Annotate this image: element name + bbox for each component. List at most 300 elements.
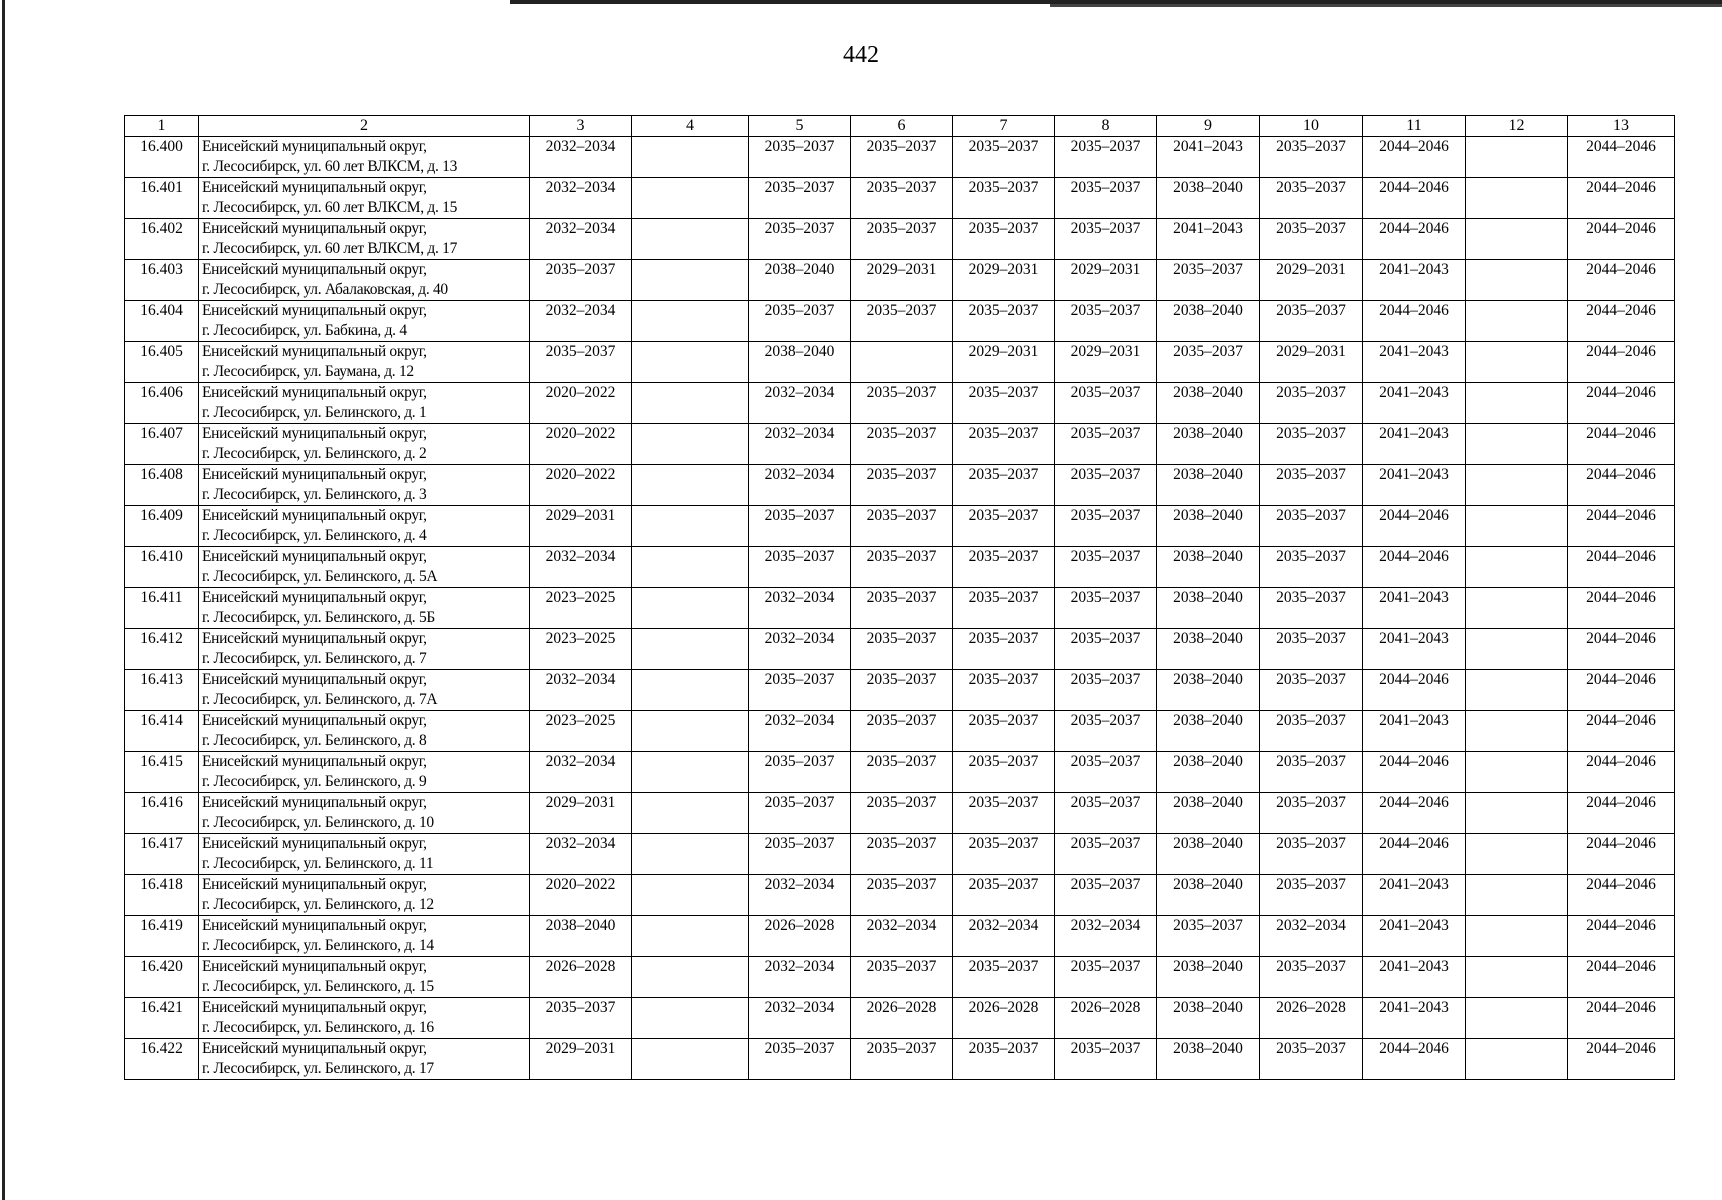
period-cell-c13: 2044–2046 <box>1568 588 1675 629</box>
period-cell-c8: 2035–2037 <box>1055 506 1157 547</box>
period-cell-c3: 2038–2040 <box>530 916 632 957</box>
table-row <box>125 793 1675 834</box>
address-street: г. Лесосибирск, ул. Белинского, д. 15 <box>202 978 434 995</box>
period-cell-c12 <box>1466 301 1568 342</box>
period-cell-c11: 2041–2043 <box>1363 465 1466 506</box>
period-cell-c3: 2035–2037 <box>530 998 632 1039</box>
period-cell-c5: 2035–2037 <box>749 834 851 875</box>
address-cell <box>199 219 530 260</box>
period-cell-c10: 2035–2037 <box>1260 752 1363 793</box>
period-cell-c7: 2035–2037 <box>953 752 1055 793</box>
period-cell-c6: 2035–2037 <box>851 752 953 793</box>
schedule-table <box>124 115 1675 1080</box>
table-row <box>125 670 1675 711</box>
table-row <box>125 834 1675 875</box>
period-cell-c7: 2035–2037 <box>953 957 1055 998</box>
period-cell-c3: 2032–2034 <box>530 137 632 178</box>
period-cell-c4 <box>632 301 749 342</box>
period-cell-c8: 2035–2037 <box>1055 547 1157 588</box>
period-cell-c13: 2044–2046 <box>1568 752 1675 793</box>
row-number: 16.403 <box>125 260 199 301</box>
period-cell-c6: 2029–2031 <box>851 260 953 301</box>
address-district: Енисейский муниципальный округ, <box>202 712 427 729</box>
period-cell-c10: 2035–2037 <box>1260 711 1363 752</box>
address-district: Енисейский муниципальный округ, <box>202 425 427 442</box>
period-cell-c6: 2035–2037 <box>851 301 953 342</box>
period-cell-c11: 2044–2046 <box>1363 793 1466 834</box>
period-cell-c9: 2038–2040 <box>1157 998 1260 1039</box>
period-cell-c9: 2041–2043 <box>1157 137 1260 178</box>
table-row <box>125 465 1675 506</box>
address-street: г. Лесосибирск, ул. Белинского, д. 7А <box>202 691 438 708</box>
table-row <box>125 506 1675 547</box>
period-cell-c3: 2026–2028 <box>530 957 632 998</box>
address-street: г. Лесосибирск, ул. Белинского, д. 1 <box>202 404 427 421</box>
period-cell-c5: 2032–2034 <box>749 424 851 465</box>
address-cell <box>199 793 530 834</box>
period-cell-c9: 2038–2040 <box>1157 670 1260 711</box>
table-row <box>125 588 1675 629</box>
page-number: 442 <box>843 42 879 68</box>
period-cell-c9: 2038–2040 <box>1157 793 1260 834</box>
period-cell-c8: 2035–2037 <box>1055 793 1157 834</box>
period-cell-c4 <box>632 383 749 424</box>
period-cell-c13: 2044–2046 <box>1568 916 1675 957</box>
address-cell <box>199 834 530 875</box>
period-cell-c3: 2020–2022 <box>530 383 632 424</box>
address-district: Енисейский муниципальный округ, <box>202 507 427 524</box>
address-cell <box>199 998 530 1039</box>
period-cell-c9: 2038–2040 <box>1157 1039 1260 1080</box>
period-cell-c3: 2032–2034 <box>530 834 632 875</box>
period-cell-c10: 2026–2028 <box>1260 998 1363 1039</box>
period-cell-c12 <box>1466 178 1568 219</box>
address-cell <box>199 670 530 711</box>
address-district: Енисейский муниципальный округ, <box>202 630 427 647</box>
period-cell-c12 <box>1466 137 1568 178</box>
period-cell-c7: 2035–2037 <box>953 834 1055 875</box>
period-cell-c5: 2035–2037 <box>749 219 851 260</box>
period-cell-c6: 2035–2037 <box>851 834 953 875</box>
period-cell-c10: 2035–2037 <box>1260 383 1363 424</box>
address-district: Енисейский муниципальный округ, <box>202 835 427 852</box>
period-cell-c10: 2035–2037 <box>1260 424 1363 465</box>
period-cell-c9: 2038–2040 <box>1157 752 1260 793</box>
column-header-10: 10 <box>1260 116 1363 137</box>
period-cell-c8: 2035–2037 <box>1055 670 1157 711</box>
period-cell-c11: 2041–2043 <box>1363 916 1466 957</box>
period-cell-c10: 2035–2037 <box>1260 834 1363 875</box>
column-header-13: 13 <box>1568 116 1675 137</box>
period-cell-c3: 2032–2034 <box>530 301 632 342</box>
address-street: г. Лесосибирск, ул. Белинского, д. 11 <box>202 855 434 872</box>
period-cell-c7: 2035–2037 <box>953 793 1055 834</box>
period-cell-c7: 2035–2037 <box>953 547 1055 588</box>
address-street: г. Лесосибирск, ул. Белинского, д. 3 <box>202 486 427 503</box>
address-district: Енисейский муниципальный округ, <box>202 138 427 155</box>
period-cell-c11: 2041–2043 <box>1363 424 1466 465</box>
period-cell-c12 <box>1466 424 1568 465</box>
period-cell-c10: 2035–2037 <box>1260 506 1363 547</box>
period-cell-c9: 2038–2040 <box>1157 178 1260 219</box>
period-cell-c11: 2044–2046 <box>1363 178 1466 219</box>
period-cell-c9: 2038–2040 <box>1157 383 1260 424</box>
period-cell-c3: 2032–2034 <box>530 752 632 793</box>
period-cell-c13: 2044–2046 <box>1568 219 1675 260</box>
table-row <box>125 957 1675 998</box>
period-cell-c10: 2035–2037 <box>1260 588 1363 629</box>
address-district: Енисейский муниципальный округ, <box>202 220 427 237</box>
address-district: Енисейский муниципальный округ, <box>202 343 427 360</box>
period-cell-c11: 2041–2043 <box>1363 957 1466 998</box>
period-cell-c7: 2029–2031 <box>953 260 1055 301</box>
address-cell <box>199 1039 530 1080</box>
period-cell-c7: 2035–2037 <box>953 588 1055 629</box>
period-cell-c5: 2035–2037 <box>749 1039 851 1080</box>
period-cell-c7: 2035–2037 <box>953 219 1055 260</box>
period-cell-c9: 2035–2037 <box>1157 342 1260 383</box>
period-cell-c5: 2035–2037 <box>749 793 851 834</box>
address-street: г. Лесосибирск, ул. 60 лет ВЛКСМ, д. 17 <box>202 240 458 257</box>
address-street: г. Лесосибирск, ул. Белинского, д. 8 <box>202 732 427 749</box>
row-number: 16.414 <box>125 711 199 752</box>
address-district: Енисейский муниципальный округ, <box>202 917 427 934</box>
period-cell-c10: 2035–2037 <box>1260 465 1363 506</box>
address-district: Енисейский муниципальный округ, <box>202 999 427 1016</box>
address-cell <box>199 260 530 301</box>
period-cell-c4 <box>632 219 749 260</box>
period-cell-c11: 2041–2043 <box>1363 711 1466 752</box>
address-street: г. Лесосибирск, ул. Белинского, д. 10 <box>202 814 434 831</box>
address-street: г. Лесосибирск, ул. 60 лет ВЛКСМ, д. 15 <box>202 199 458 216</box>
period-cell-c5: 2032–2034 <box>749 711 851 752</box>
column-header-1: 1 <box>125 116 199 137</box>
address-cell <box>199 547 530 588</box>
period-cell-c4 <box>632 916 749 957</box>
column-header-12: 12 <box>1466 116 1568 137</box>
period-cell-c9: 2038–2040 <box>1157 711 1260 752</box>
column-header-9: 9 <box>1157 116 1260 137</box>
period-cell-c6: 2035–2037 <box>851 793 953 834</box>
address-cell <box>199 178 530 219</box>
period-cell-c7: 2035–2037 <box>953 301 1055 342</box>
period-cell-c3: 2023–2025 <box>530 629 632 670</box>
period-cell-c9: 2041–2043 <box>1157 219 1260 260</box>
period-cell-c5: 2032–2034 <box>749 629 851 670</box>
period-cell-c12 <box>1466 547 1568 588</box>
period-cell-c12 <box>1466 383 1568 424</box>
row-number: 16.409 <box>125 506 199 547</box>
period-cell-c13: 2044–2046 <box>1568 465 1675 506</box>
period-cell-c6: 2035–2037 <box>851 137 953 178</box>
period-cell-c3: 2029–2031 <box>530 793 632 834</box>
period-cell-c12 <box>1466 260 1568 301</box>
table-row <box>125 383 1675 424</box>
period-cell-c8: 2035–2037 <box>1055 424 1157 465</box>
period-cell-c9: 2038–2040 <box>1157 301 1260 342</box>
period-cell-c13: 2044–2046 <box>1568 260 1675 301</box>
period-cell-c11: 2044–2046 <box>1363 301 1466 342</box>
period-cell-c7: 2035–2037 <box>953 629 1055 670</box>
address-street: г. Лесосибирск, ул. Баумана, д. 12 <box>202 363 414 380</box>
address-district: Енисейский муниципальный округ, <box>202 384 427 401</box>
address-street: г. Лесосибирск, ул. Белинского, д. 2 <box>202 445 427 462</box>
period-cell-c10: 2035–2037 <box>1260 1039 1363 1080</box>
period-cell-c7: 2035–2037 <box>953 178 1055 219</box>
address-district: Енисейский муниципальный округ, <box>202 466 427 483</box>
period-cell-c6: 2035–2037 <box>851 711 953 752</box>
scan-edge-left <box>2 0 5 1200</box>
period-cell-c3: 2023–2025 <box>530 711 632 752</box>
period-cell-c10: 2035–2037 <box>1260 793 1363 834</box>
period-cell-c5: 2035–2037 <box>749 301 851 342</box>
row-number: 16.421 <box>125 998 199 1039</box>
row-number: 16.400 <box>125 137 199 178</box>
period-cell-c10: 2029–2031 <box>1260 260 1363 301</box>
period-cell-c10: 2035–2037 <box>1260 547 1363 588</box>
address-cell <box>199 301 530 342</box>
table-row <box>125 998 1675 1039</box>
address-cell <box>199 752 530 793</box>
address-district: Енисейский муниципальный округ, <box>202 548 427 565</box>
row-number: 16.412 <box>125 629 199 670</box>
period-cell-c8: 2035–2037 <box>1055 178 1157 219</box>
period-cell-c5: 2032–2034 <box>749 875 851 916</box>
table-row <box>125 916 1675 957</box>
period-cell-c3: 2032–2034 <box>530 670 632 711</box>
period-cell-c8: 2035–2037 <box>1055 834 1157 875</box>
row-number: 16.422 <box>125 1039 199 1080</box>
period-cell-c11: 2044–2046 <box>1363 547 1466 588</box>
period-cell-c6: 2035–2037 <box>851 629 953 670</box>
row-number: 16.413 <box>125 670 199 711</box>
period-cell-c13: 2044–2046 <box>1568 178 1675 219</box>
period-cell-c3: 2020–2022 <box>530 424 632 465</box>
period-cell-c8: 2035–2037 <box>1055 875 1157 916</box>
period-cell-c6: 2035–2037 <box>851 875 953 916</box>
address-cell <box>199 916 530 957</box>
period-cell-c10: 2035–2037 <box>1260 137 1363 178</box>
table-row <box>125 711 1675 752</box>
period-cell-c6: 2035–2037 <box>851 465 953 506</box>
row-number: 16.404 <box>125 301 199 342</box>
period-cell-c13: 2044–2046 <box>1568 998 1675 1039</box>
period-cell-c10: 2035–2037 <box>1260 219 1363 260</box>
period-cell-c7: 2035–2037 <box>953 465 1055 506</box>
address-street: г. Лесосибирск, ул. Бабкина, д. 4 <box>202 322 407 339</box>
period-cell-c5: 2035–2037 <box>749 547 851 588</box>
row-number: 16.417 <box>125 834 199 875</box>
period-cell-c12 <box>1466 588 1568 629</box>
period-cell-c7: 2035–2037 <box>953 383 1055 424</box>
period-cell-c8: 2029–2031 <box>1055 260 1157 301</box>
table-row <box>125 1039 1675 1080</box>
period-cell-c8: 2035–2037 <box>1055 301 1157 342</box>
period-cell-c13: 2044–2046 <box>1568 383 1675 424</box>
period-cell-c10: 2035–2037 <box>1260 875 1363 916</box>
column-header-11: 11 <box>1363 116 1466 137</box>
period-cell-c5: 2038–2040 <box>749 342 851 383</box>
period-cell-c7: 2035–2037 <box>953 670 1055 711</box>
period-cell-c7: 2035–2037 <box>953 1039 1055 1080</box>
period-cell-c5: 2032–2034 <box>749 957 851 998</box>
address-cell <box>199 424 530 465</box>
period-cell-c5: 2035–2037 <box>749 752 851 793</box>
period-cell-c12 <box>1466 629 1568 670</box>
period-cell-c6: 2032–2034 <box>851 916 953 957</box>
period-cell-c9: 2038–2040 <box>1157 465 1260 506</box>
row-number: 16.410 <box>125 547 199 588</box>
period-cell-c13: 2044–2046 <box>1568 875 1675 916</box>
address-district: Енисейский муниципальный округ, <box>202 179 427 196</box>
period-cell-c10: 2035–2037 <box>1260 670 1363 711</box>
period-cell-c8: 2035–2037 <box>1055 629 1157 670</box>
period-cell-c9: 2038–2040 <box>1157 834 1260 875</box>
period-cell-c5: 2026–2028 <box>749 916 851 957</box>
period-cell-c10: 2035–2037 <box>1260 178 1363 219</box>
period-cell-c11: 2041–2043 <box>1363 342 1466 383</box>
address-street: г. Лесосибирск, ул. Белинского, д. 12 <box>202 896 434 913</box>
column-header-7: 7 <box>953 116 1055 137</box>
address-district: Енисейский муниципальный округ, <box>202 302 427 319</box>
period-cell-c4 <box>632 998 749 1039</box>
table-row <box>125 547 1675 588</box>
period-cell-c5: 2035–2037 <box>749 178 851 219</box>
period-cell-c4 <box>632 793 749 834</box>
period-cell-c3: 2020–2022 <box>530 875 632 916</box>
address-district: Енисейский муниципальный округ, <box>202 589 427 606</box>
address-street: г. Лесосибирск, ул. Абалаковская, д. 40 <box>202 281 448 298</box>
period-cell-c3: 2029–2031 <box>530 1039 632 1080</box>
period-cell-c13: 2044–2046 <box>1568 793 1675 834</box>
column-header-5: 5 <box>749 116 851 137</box>
period-cell-c9: 2038–2040 <box>1157 588 1260 629</box>
period-cell-c7: 2026–2028 <box>953 998 1055 1039</box>
period-cell-c4 <box>632 260 749 301</box>
period-cell-c10: 2032–2034 <box>1260 916 1363 957</box>
period-cell-c11: 2044–2046 <box>1363 670 1466 711</box>
table-row <box>125 137 1675 178</box>
period-cell-c6: 2035–2037 <box>851 506 953 547</box>
column-header-3: 3 <box>530 116 632 137</box>
address-district: Енисейский муниципальный округ, <box>202 794 427 811</box>
period-cell-c12 <box>1466 711 1568 752</box>
period-cell-c12 <box>1466 670 1568 711</box>
period-cell-c9: 2038–2040 <box>1157 424 1260 465</box>
period-cell-c3: 2035–2037 <box>530 260 632 301</box>
period-cell-c6: 2035–2037 <box>851 670 953 711</box>
scan-edge-top-secondary <box>1050 4 1722 7</box>
period-cell-c4 <box>632 752 749 793</box>
period-cell-c3: 2032–2034 <box>530 178 632 219</box>
period-cell-c13: 2044–2046 <box>1568 301 1675 342</box>
column-header-6: 6 <box>851 116 953 137</box>
column-header-8: 8 <box>1055 116 1157 137</box>
table-row <box>125 752 1675 793</box>
column-header-2: 2 <box>199 116 530 137</box>
address-street: г. Лесосибирск, ул. Белинского, д. 5Б <box>202 609 436 626</box>
period-cell-c4 <box>632 506 749 547</box>
period-cell-c11: 2044–2046 <box>1363 1039 1466 1080</box>
period-cell-c4 <box>632 834 749 875</box>
address-district: Енисейский муниципальный округ, <box>202 671 427 688</box>
period-cell-c4 <box>632 629 749 670</box>
period-cell-c12 <box>1466 998 1568 1039</box>
row-number: 16.406 <box>125 383 199 424</box>
address-district: Енисейский муниципальный округ, <box>202 1040 427 1057</box>
period-cell-c12 <box>1466 465 1568 506</box>
period-cell-c5: 2032–2034 <box>749 998 851 1039</box>
period-cell-c8: 2035–2037 <box>1055 957 1157 998</box>
period-cell-c6: 2035–2037 <box>851 547 953 588</box>
period-cell-c12 <box>1466 834 1568 875</box>
period-cell-c6: 2035–2037 <box>851 383 953 424</box>
row-number: 16.402 <box>125 219 199 260</box>
table-row <box>125 424 1675 465</box>
address-cell <box>199 588 530 629</box>
address-district: Енисейский муниципальный округ, <box>202 876 427 893</box>
period-cell-c7: 2035–2037 <box>953 711 1055 752</box>
period-cell-c11: 2044–2046 <box>1363 219 1466 260</box>
period-cell-c11: 2044–2046 <box>1363 137 1466 178</box>
period-cell-c11: 2041–2043 <box>1363 260 1466 301</box>
address-cell <box>199 137 530 178</box>
period-cell-c6: 2035–2037 <box>851 1039 953 1080</box>
period-cell-c6 <box>851 342 953 383</box>
period-cell-c13: 2044–2046 <box>1568 670 1675 711</box>
address-street: г. Лесосибирск, ул. Белинского, д. 17 <box>202 1060 434 1077</box>
row-number: 16.419 <box>125 916 199 957</box>
period-cell-c13: 2044–2046 <box>1568 711 1675 752</box>
address-street: г. Лесосибирск, ул. 60 лет ВЛКСМ, д. 13 <box>202 158 458 175</box>
period-cell-c7: 2035–2037 <box>953 506 1055 547</box>
period-cell-c13: 2044–2046 <box>1568 547 1675 588</box>
address-district: Енисейский муниципальный округ, <box>202 753 427 770</box>
period-cell-c4 <box>632 670 749 711</box>
period-cell-c12 <box>1466 916 1568 957</box>
period-cell-c12 <box>1466 875 1568 916</box>
table-row <box>125 178 1675 219</box>
period-cell-c5: 2035–2037 <box>749 137 851 178</box>
period-cell-c3: 2032–2034 <box>530 547 632 588</box>
period-cell-c9: 2035–2037 <box>1157 916 1260 957</box>
period-cell-c7: 2035–2037 <box>953 875 1055 916</box>
period-cell-c12 <box>1466 1039 1568 1080</box>
address-street: г. Лесосибирск, ул. Белинского, д. 5А <box>202 568 438 585</box>
period-cell-c6: 2035–2037 <box>851 219 953 260</box>
period-cell-c9: 2038–2040 <box>1157 547 1260 588</box>
period-cell-c4 <box>632 1039 749 1080</box>
row-number: 16.416 <box>125 793 199 834</box>
period-cell-c5: 2032–2034 <box>749 465 851 506</box>
table-row <box>125 301 1675 342</box>
address-cell <box>199 383 530 424</box>
period-cell-c13: 2044–2046 <box>1568 957 1675 998</box>
row-number: 16.408 <box>125 465 199 506</box>
row-number: 16.401 <box>125 178 199 219</box>
period-cell-c8: 2035–2037 <box>1055 588 1157 629</box>
period-cell-c7: 2029–2031 <box>953 342 1055 383</box>
period-cell-c9: 2038–2040 <box>1157 506 1260 547</box>
period-cell-c7: 2035–2037 <box>953 424 1055 465</box>
period-cell-c5: 2035–2037 <box>749 670 851 711</box>
period-cell-c10: 2035–2037 <box>1260 301 1363 342</box>
period-cell-c11: 2041–2043 <box>1363 588 1466 629</box>
period-cell-c3: 2020–2022 <box>530 465 632 506</box>
address-street: г. Лесосибирск, ул. Белинского, д. 16 <box>202 1019 434 1036</box>
period-cell-c5: 2035–2037 <box>749 506 851 547</box>
period-cell-c4 <box>632 342 749 383</box>
